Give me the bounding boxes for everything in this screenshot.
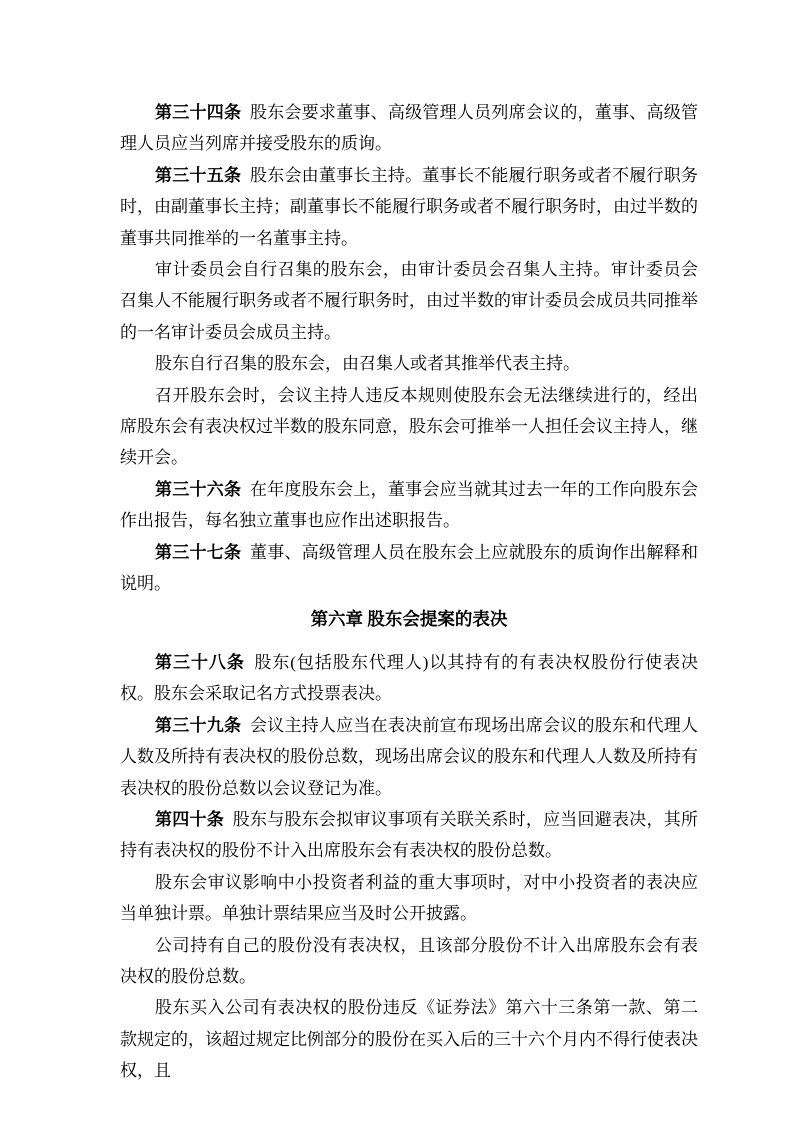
article-number: 第三十六条 bbox=[155, 479, 242, 499]
article-paragraph: 公司持有自己的股份没有表决权，且该部分股份不计入出席股东会有表决权的股份总数。 bbox=[120, 935, 698, 986]
article-paragraph: 第三十四条 股东会要求董事、高级管理人员列席会议的，董事、高级管理人员应当列席并接受股东的质询。 bbox=[120, 103, 699, 154]
article-number: 第三十七条 bbox=[155, 542, 242, 562]
article-paragraph: 第四十条 股东与股东会拟审议事项有关联关系时，应当回避表决，其所持有表决权的股份不计入出席股东会有表决权的股份总数。 bbox=[120, 809, 698, 861]
document-body bbox=[120, 97, 698, 1087]
article-paragraph: 第三十六条 在年度股东会上，董事会应当就其过去一年的工作向股东会作出报告，每名独立董事也应作出述职报告。 bbox=[120, 479, 699, 531]
article-paragraph: 召开股东会时，会议主持人违反本规则使股东会无法继续进行的，经出席股东会有表决权过半数的股东同意，股东会可推举一人担任会议主持人，继续开会。 bbox=[120, 385, 698, 468]
article-paragraph: 审计委员会自行召集的股东会，由审计委员会召集人主持。审计委员会召集人不能履行职务或者不履行职务时，由过半数的审计委员会成员共同推举的一名审计委员会成员主持。 bbox=[120, 260, 698, 342]
article-paragraph: 第三十七条 董事、高级管理人员在股东会上应就股东的质询作出解释和说明。 bbox=[120, 542, 699, 594]
article-paragraph: 股东自行召集的股东会，由召集人或者其推举代表主持。 bbox=[155, 354, 580, 374]
article-paragraph: 第三十八条 股东(包括股东代理人)以其持有的有表决权股份行使表决权。股东会采取记名方式投票表决。 bbox=[120, 652, 699, 704]
chapter-heading: 第六章 股东会提案的表决 bbox=[310, 608, 508, 629]
article-paragraph: 股东会审议影响中小投资者利益的重大事项时，对中小投资者的表决应当单独计票。单独计票结果应当及时公开披露。 bbox=[120, 872, 698, 924]
article-number: 第三十四条 bbox=[155, 103, 242, 122]
article-number: 第三十八条 bbox=[155, 652, 245, 672]
article-paragraph: 第三十九条 会议主持人应当在表决前宣布现场出席会议的股东和代理人人数及所持有表决权的股份总数，现场出席会议的股东和代理人人数及所持有表决权的股份总数以会议登记为准。 bbox=[120, 715, 699, 798]
article-number: 第三十五条 bbox=[155, 165, 242, 185]
article-paragraph: 第三十五条 股东会由董事长主持。董事长不能履行职务或者不履行职务时，由副董事长主持；副董事长不能履行职务或者不履行职务时，由过半数的董事共同推举的一名董事主持。 bbox=[120, 165, 699, 248]
article-paragraph: 股东买入公司有表决权的股份违反《证券法》第六十三条第一款、第二款规定的，该超过规定比例部分的股份在买入后的三十六个月内不得行使表决权，且 bbox=[120, 998, 698, 1081]
article-number: 第三十九条 bbox=[155, 715, 242, 735]
article-number: 第四十条 bbox=[155, 809, 224, 829]
